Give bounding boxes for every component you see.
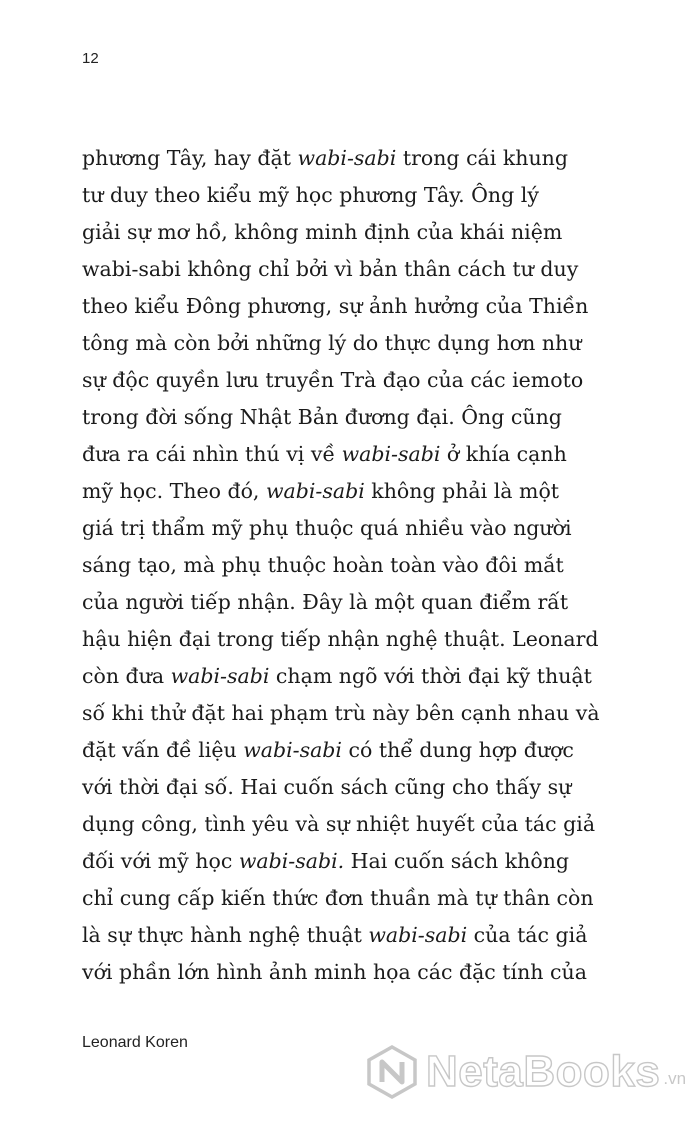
watermark-suffix: .vn [663, 1069, 687, 1088]
text-line: dụng công, tình yêu và sự nhiệt huyết của tác giả [82, 812, 596, 836]
text-line: đối với mỹ học wabi-sabi. Hai cuốn sách không [82, 849, 570, 873]
text-line: tông mà còn bởi những lý do thực dụng hơn như [82, 331, 582, 355]
text-line: sự độc quyền lưu truyền Trà đạo của các iemoto [82, 368, 584, 392]
text-line: đưa ra cái nhìn thú vị về wabi-sabi ở khía cạnh [82, 442, 567, 466]
text-line: hậu hiện đại trong tiếp nhận nghệ thuật. Leonard [82, 627, 599, 651]
text-line: sáng tạo, mà phụ thuộc hoàn toàn vào đôi mắt [82, 553, 564, 577]
text-line: mỹ học. Theo đó, wabi-sabi không phải là một [82, 479, 560, 503]
running-footer: Leonard Koren [82, 1034, 188, 1051]
text-line: đặt vấn đề liệu wabi-sabi có thể dung hợp được [82, 738, 574, 762]
text-line: phương Tây, hay đặt wabi-sabi trong cái khung [82, 146, 568, 170]
body-text [82, 140, 642, 991]
text-line: chỉ cung cấp kiến thức đơn thuần mà tự thân còn [82, 886, 594, 910]
text-line: với phần lớn hình ảnh minh họa các đặc tính của [82, 960, 587, 984]
text-line: tư duy theo kiểu mỹ học phương Tây. Ông lý [82, 183, 539, 207]
text-line: số khi thử đặt hai phạm trù này bên cạnh nhau và [82, 701, 600, 725]
text-line: wabi-sabi không chỉ bởi vì bản thân cách tư duy [82, 257, 579, 281]
text-line: của người tiếp nhận. Đây là một quan điểm rất [82, 590, 569, 614]
text-line: giải sự mơ hồ, không minh định của khái niệm [82, 220, 563, 244]
text-line: trong đời sống Nhật Bản đương đại. Ông cũng [82, 405, 562, 429]
text-line: là sự thực hành nghệ thuật wabi-sabi của tác giả [82, 923, 588, 947]
netabooks-watermark [364, 1044, 686, 1100]
netabooks-logo-icon [364, 1044, 420, 1100]
text-line: giá trị thẩm mỹ phụ thuộc quá nhiều vào người [82, 516, 572, 540]
text-line: còn đưa wabi-sabi chạm ngõ với thời đại kỹ thuật [82, 664, 592, 688]
page-number: 12 [82, 50, 99, 67]
text-line: theo kiểu Đông phương, sự ảnh hưởng của Thiền [82, 294, 589, 318]
watermark-brand: NetaBooks [426, 1047, 661, 1096]
text-line: với thời đại số. Hai cuốn sách cũng cho thấy sự [82, 775, 572, 799]
